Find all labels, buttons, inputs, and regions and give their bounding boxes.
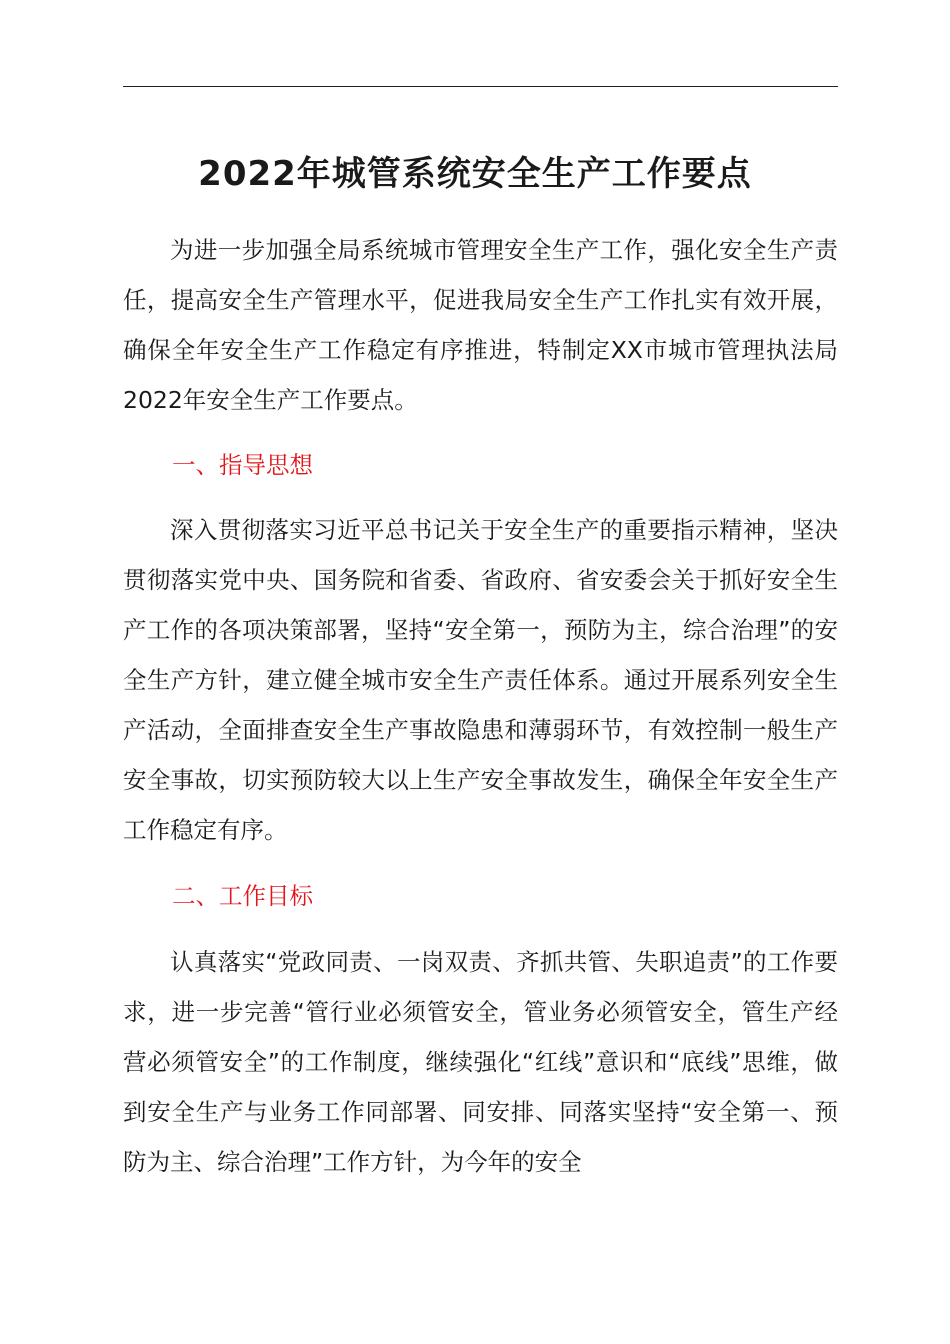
section-heading-guiding-ideology: 一、指导思想 — [172, 451, 313, 479]
header-rule — [123, 86, 838, 87]
section-heading-work-goals: 二、工作目标 — [172, 882, 313, 910]
intro-paragraph: 为进一步加强全局系统城市管理安全生产工作，强化安全生产责任，提高安全生产管理水平，促进我局安全生产工作扎实有效开展，确保全年安全生产工作稳定有序推进，特制定XX市城市管理执法局2022年安全生产工作要点。 — [123, 236, 838, 414]
section-body-work-goals: 认真落实“党政同责、一岗双责、齐抓共管、失职追责”的工作要求，进一步完善“管行业必须管安全，管业务必须管安全，管生产经营必须管安全”的工作制度，继续强化“红线”意识和“底线”思维，做到安全生产与业务工作同部署、同安排、同落实坚持“安全第一、预防为主、综合治理”工作方针，为今年的安全 — [123, 948, 838, 1176]
page-title: 2022年城管系统安全生产工作要点 — [198, 154, 752, 194]
section-body-guiding-ideology: 深入贯彻落实习近平总书记关于安全生产的重要指示精神，坚决贯彻落实党中央、国务院和省委、省政府、省安委会关于抓好安全生产工作的各项决策部署，坚持“安全第一，预防为主，综合治理”的安全生产方针，建立健全城市安全生产责任体系。通过开展系列安全生产活动，全面排查安全生产事故隐患和薄弱环节，有效控制一般生产安全事故，切实预防较大以上生产安全事故发生，确保全年安全生产工作稳定有序。 — [123, 516, 838, 844]
